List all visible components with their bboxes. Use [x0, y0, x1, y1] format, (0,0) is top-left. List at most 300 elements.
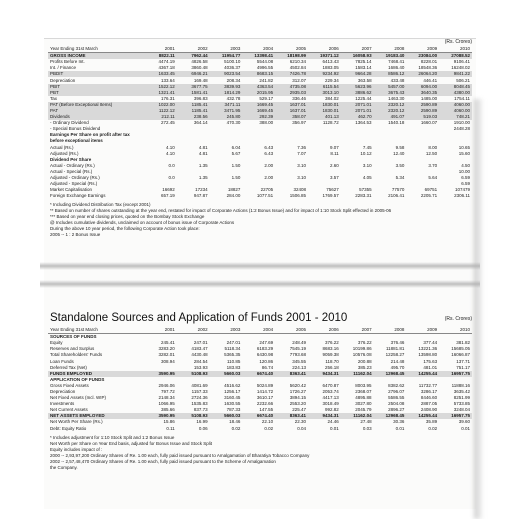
table-cell: 9434.31	[308, 413, 341, 419]
table-cell: 11888.16	[451, 382, 470, 388]
table-cell: 4081.69	[191, 382, 208, 388]
table-cell: 3.10	[297, 162, 306, 168]
table-cell: 1.35	[198, 175, 208, 181]
table-cell: 4996.55	[256, 65, 274, 71]
table-cell: 12.40	[393, 150, 405, 156]
funds-table-body	[48, 327, 472, 432]
table-cell: 292.39	[242, 114, 275, 120]
header-year: 2005	[275, 46, 308, 53]
table-cell: 3248.04	[453, 407, 470, 413]
table-cell: 6.43	[264, 150, 274, 156]
table-cell: 470.30	[226, 120, 241, 126]
table-cell: 225.47	[292, 407, 306, 413]
table-cell: 18.46	[229, 419, 241, 425]
table-cell: 183.83	[226, 364, 241, 370]
table-cell	[242, 334, 275, 341]
table-cell: 77570	[391, 187, 405, 193]
table-cell: 13398.41	[242, 53, 275, 60]
header-year: 2004	[242, 327, 275, 334]
footnote: 2002 -- 2,57,48,470 Ordinary Shares of Re. 1.00 each, fully paid issued pursuant to the Scheme of Amalgamation	[50, 459, 276, 464]
unit-label-funds: (Rs. Crores)	[444, 316, 472, 322]
table-cell: 385.66	[161, 407, 175, 413]
row-label: - Special Bonus Dividend	[50, 126, 101, 132]
fold-line	[40, 280, 480, 288]
table-cell	[341, 334, 374, 341]
table-cell: 16.99	[196, 419, 208, 425]
table-cell: 5108.93	[177, 371, 210, 377]
table-cell: 384.02	[325, 95, 339, 101]
table-cell: 3.57	[330, 175, 339, 181]
table-row	[48, 193, 472, 199]
table-cell: 837.73	[193, 407, 208, 413]
table-cell: 2.00	[264, 162, 274, 168]
table-cell: 4036.37	[224, 65, 241, 71]
row-label: SOURCES OF FUNDS	[50, 334, 97, 340]
table-cell: 657.19	[161, 193, 175, 199]
table-cell: 3886.62	[341, 90, 374, 96]
table-cell: 22.10	[261, 419, 274, 425]
table-cell: 5544.08	[256, 59, 274, 65]
table-cell: 1185.41	[177, 102, 210, 108]
table-cell: 1769.57	[322, 193, 339, 199]
table-cell: 13598.80	[418, 352, 438, 358]
table-cell: 1414.72	[256, 388, 274, 394]
header-year: 2010	[439, 327, 472, 334]
table-cell: 3894.15	[289, 395, 306, 401]
table-cell: 3286.17	[420, 388, 438, 394]
table-cell: 17234	[195, 187, 208, 193]
table-cell: 2590.89	[406, 108, 439, 114]
table-cell: 8.00	[428, 144, 438, 150]
table-cell	[406, 334, 439, 341]
table-cell: 2053.74	[322, 388, 339, 394]
row-label: PAT (Before Exceptional Items)	[48, 102, 144, 108]
table-cell: 8446.60	[420, 395, 438, 401]
table-cell: 2.00	[264, 175, 274, 181]
table-cell: 388.00	[259, 120, 274, 126]
table-cell: 200.88	[357, 358, 372, 364]
table-cell: 284.00	[226, 193, 241, 199]
table-cell: 1830.01	[308, 108, 341, 114]
table-cell: 7.45	[362, 144, 372, 150]
table-cell: 4474.19	[158, 59, 175, 65]
table-cell: 519.03	[406, 114, 439, 120]
table-row	[48, 53, 472, 60]
header-year: 2010	[439, 46, 472, 53]
table-cell: 2.60	[330, 162, 339, 168]
table-cell: 2553.20	[289, 401, 306, 407]
table-cell: 462.70	[341, 114, 374, 120]
earnings-table-body	[48, 46, 472, 199]
table-cell: 8382.62	[388, 382, 405, 388]
table-cell: 57355	[359, 187, 372, 193]
table-cell: 1157.33	[191, 388, 208, 394]
table-cell: 3.50	[395, 162, 405, 168]
row-label: Total Shareholders' Funds	[50, 352, 103, 358]
table-cell: 6.59	[461, 181, 470, 187]
table-cell: 238.56	[177, 114, 210, 120]
table-cell: 9.58	[395, 144, 405, 150]
row-label: before exceptional items	[50, 138, 103, 144]
table-row	[48, 334, 472, 341]
table-cell: 312.07	[292, 77, 306, 83]
table-cell: 214.48	[390, 358, 405, 364]
table-cell: 4516.62	[224, 382, 241, 388]
header-year: 2003	[210, 46, 243, 53]
table-cell: 4.50	[461, 162, 470, 168]
table-cell: 0.01	[330, 425, 339, 431]
table-cell: 491.07	[374, 114, 407, 120]
table-cell: 3471.11	[210, 102, 243, 108]
table-cell: 11732.77	[418, 382, 438, 388]
table-cell: 3590.95	[144, 413, 177, 419]
section-title: Standalone Sources and Application of Funds 2001 - 2010	[50, 312, 348, 324]
table-cell: 1814.29	[210, 90, 243, 96]
table-cell: 8048.45	[439, 84, 472, 90]
row-label: PBIT	[48, 84, 144, 90]
table-cell: 4.81	[198, 144, 208, 150]
table-cell: 3860.48	[191, 65, 208, 71]
table-cell: 6183.29	[256, 346, 274, 352]
table-cell: 284.54	[193, 358, 208, 364]
table-cell: 24.46	[327, 419, 339, 425]
table-header-row	[48, 46, 472, 53]
row-label: Dividends	[48, 114, 144, 120]
table-cell: 3013.10	[308, 90, 341, 96]
table-cell: 14255.44	[406, 413, 439, 419]
table-cell: 3282.01	[158, 352, 175, 358]
table-cell: 5108.93	[177, 413, 210, 419]
table-cell: 147.55	[259, 407, 274, 413]
table-cell: 356.97	[292, 120, 306, 126]
table-cell: 5660.03	[210, 371, 243, 377]
table-cell: 4417.13	[322, 395, 339, 401]
table-cell: 18827	[227, 187, 241, 193]
table-cell: 5.67	[231, 150, 241, 156]
table-cell: 169.48	[193, 77, 208, 83]
table-cell: 22705	[260, 187, 274, 193]
table-cell: 4060.00	[439, 108, 472, 114]
table-cell: 120.86	[259, 358, 274, 364]
table-cell: 1686.40	[388, 65, 405, 71]
table-cell: 15.60	[458, 150, 470, 156]
unit-label-top: (Rs. Crores)	[444, 39, 472, 45]
table-cell: 446.41	[423, 77, 438, 83]
table-cell: 1660.07	[420, 120, 438, 126]
table-cell: 4826.58	[191, 59, 208, 65]
table-cell: 376.22	[357, 340, 372, 346]
table-cell: 3675.43	[374, 90, 407, 96]
footnote: Equity includes impact of :	[50, 447, 103, 452]
table-cell: 3640.35	[406, 90, 439, 96]
table-cell: 2320.12	[374, 102, 407, 108]
table-cell: 11881.81	[385, 346, 405, 352]
table-cell: 5365.35	[224, 352, 241, 358]
table-cell: 1535.83	[191, 401, 208, 407]
row-label: Actual - Special (Rs.)	[50, 168, 93, 174]
table-cell: 8363.41	[275, 413, 308, 419]
header-year: 2009	[406, 46, 439, 53]
row-label: Earnings Per Share on profit after tax	[50, 132, 130, 138]
row-label: Debt: Equity Ratio	[50, 425, 87, 431]
table-cell: 529.17	[259, 95, 274, 101]
table-cell: 16058.93	[341, 53, 374, 60]
table-cell: 10.12	[360, 150, 372, 156]
header-year: 2007	[341, 46, 374, 53]
table-cell: 0.03	[362, 425, 372, 431]
table-cell: 2071.01	[341, 108, 374, 114]
table-cell: 12968.45	[374, 371, 407, 377]
table-cell: 0.02	[231, 425, 241, 431]
funds-notes	[50, 435, 470, 471]
row-label: Net Current Assets	[50, 407, 88, 413]
table-cell: 6413.43	[322, 59, 339, 65]
table-cell: 2408.90	[420, 407, 438, 413]
table-cell: 3839.93	[210, 84, 243, 90]
table-cell: 4.05	[362, 175, 372, 181]
table-cell: 2946.06	[158, 382, 175, 388]
table-cell: 748.21	[439, 114, 472, 120]
table-cell: 9841.22	[439, 71, 472, 77]
table-cell: 12258.27	[385, 352, 405, 358]
table-row	[48, 426, 472, 432]
table-cell: 308.94	[161, 358, 175, 364]
header-year: 2002	[177, 327, 210, 334]
table-cell: 6674.40	[242, 371, 275, 377]
table-cell: 377.44	[423, 340, 438, 346]
table-cell: 2283.31	[355, 193, 372, 199]
footnote: * Includes adjustment for 1:10 Stock Split and 1:2 Bonus Issue	[50, 435, 175, 440]
row-label: PAT	[48, 108, 144, 114]
table-cell: 6094.00	[406, 84, 439, 90]
table-cell: 32408	[293, 187, 306, 193]
table-cell: 358.07	[275, 114, 308, 120]
table-cell: 381.82	[456, 340, 470, 346]
table-cell: 2724.36	[191, 395, 208, 401]
table-cell: 16957.75	[439, 371, 472, 377]
table-cell: 7.07	[297, 150, 306, 156]
table-cell: 1022.00	[144, 102, 177, 108]
table-cell: 5024.89	[256, 382, 274, 388]
table-cell: 3471.95	[210, 108, 243, 114]
table-cell: 1630.55	[224, 401, 241, 407]
table-cell: 35.89	[425, 419, 438, 425]
table-cell: 39.60	[458, 419, 470, 425]
row-label: Adjusted - Ordinary (Rs.)	[50, 175, 100, 181]
table-cell: 5586.55	[388, 395, 405, 401]
row-label: Int. / Finance	[50, 65, 77, 71]
table-cell: 1754.11	[454, 95, 470, 101]
table-cell: 2935.03	[275, 90, 308, 96]
table-cell: 1256.17	[224, 388, 241, 394]
table-cell: 8683.15	[242, 71, 275, 77]
header-year: 2008	[374, 327, 407, 334]
table-cell: 1321.41	[144, 90, 177, 96]
table-cell: 4502.84	[289, 65, 306, 71]
table-cell: 6946.21	[177, 71, 210, 77]
table-cell: 1669.45	[242, 102, 275, 108]
row-label: Foreign Exchange Earnings	[50, 193, 106, 199]
table-cell: 2045.79	[355, 407, 372, 413]
row-label: PBT	[48, 90, 144, 96]
table-cell: 9106.41	[453, 59, 470, 65]
table-cell: 5457.00	[374, 84, 407, 90]
table-cell: 2205.71	[420, 193, 438, 199]
table-cell: 1066.95	[158, 401, 175, 407]
header-year: 2001	[144, 327, 177, 334]
table-cell: 3635.42	[453, 388, 470, 394]
table-cell: 208.34	[226, 77, 241, 83]
footnote: ** Based on number of shares outstanding at the year end, restated for impact of Corporate Actions (1:2 Bonus Issue) and for impact of 1:10 Stock Split effected in 2005-06	[50, 208, 392, 213]
table-cell: 16957.75	[439, 413, 472, 419]
table-cell: 16066.87	[451, 352, 470, 358]
table-cell: 69751	[424, 187, 438, 193]
table-cell: 2071.01	[341, 102, 374, 108]
table-cell: 3.70	[428, 162, 438, 168]
table-cell: 247.69	[259, 340, 274, 346]
table-cell: 9059.38	[322, 352, 339, 358]
footnote: 2000 -- 2,93,97,200 Ordinary Shares of Re. 1.00 each, fully paid issued pursuant to Amalgamation of Bharatiya Tobacco Company	[50, 453, 310, 458]
table-cell: 10.65	[458, 144, 470, 150]
table-cell: 6.59	[461, 175, 470, 181]
table-cell: 2368.07	[355, 388, 372, 394]
table-cell: 0.04	[297, 425, 306, 431]
table-cell: 18198.99	[275, 53, 308, 60]
table-cell: 19183.40	[374, 53, 407, 60]
table-cell: 7962.44	[177, 53, 210, 60]
table-cell: 30.36	[393, 419, 405, 425]
table-cell: 1185.41	[177, 108, 210, 114]
row-label: FUNDS EMPLOYED	[48, 371, 144, 377]
scanned-page	[44, 38, 476, 509]
table-cell: 2148.34	[158, 395, 175, 401]
table-cell: 241.82	[259, 77, 274, 83]
footnote: *** Based on year end closing prices, quoted on the Bombay Stock Exchange	[50, 214, 205, 219]
table-cell: 0.0	[168, 162, 175, 168]
table-cell: 6.04	[231, 144, 241, 150]
row-label: Net Fixed Assets (Incl. WIP)	[50, 395, 107, 401]
table-cell: 176.31	[161, 95, 175, 101]
row-label: Market Capitalisation	[50, 187, 93, 193]
table-cell: 1128.72	[322, 120, 339, 126]
table-cell: 272.45	[161, 120, 175, 126]
table-cell: 4380.00	[439, 90, 472, 96]
table-cell: 15685.05	[451, 346, 470, 352]
table-cell: 1540.18	[388, 120, 405, 126]
row-label: APPLICATION OF FUNDS	[50, 376, 105, 382]
earnings-table	[48, 46, 472, 199]
table-cell: 133.64	[161, 77, 175, 83]
table-cell: 4430.48	[191, 352, 208, 358]
table-cell: 9664.28	[341, 71, 374, 77]
table-cell: 245.41	[161, 340, 175, 346]
table-cell: 2106.41	[388, 193, 405, 199]
footnote: 2005 -- 1 : 2 Bonus Issue	[50, 232, 101, 237]
footnote: the Company.	[50, 465, 78, 470]
table-cell: 1077.51	[256, 193, 274, 199]
table-cell: 0.11	[166, 425, 175, 431]
table-cell	[210, 334, 243, 341]
table-cell: 2887.05	[420, 401, 438, 407]
table-cell: 16248.02	[451, 65, 470, 71]
table-cell: 481.01	[423, 364, 438, 370]
table-cell: 22.30	[294, 419, 306, 425]
row-label: - Ordinary Dividend	[50, 120, 89, 126]
table-cell	[374, 334, 407, 341]
row-label: Dividend Per Share	[50, 156, 92, 162]
table-cell: 3677.75	[177, 84, 210, 90]
table-cell: 1506.85	[289, 193, 306, 199]
row-label: Depreciation	[50, 77, 76, 83]
fold-line	[40, 262, 480, 270]
table-cell: 992.82	[325, 407, 339, 413]
table-cell: 8683.16	[322, 346, 339, 352]
table-cell: 1122.12	[144, 108, 177, 114]
table-cell: 5.64	[428, 175, 438, 181]
row-label: Depreciation	[50, 388, 76, 394]
table-cell: 6674.40	[242, 413, 275, 419]
header-label: Year Ending 31st March	[48, 327, 144, 334]
table-cell: 6.43	[264, 144, 274, 150]
table-cell: 118.70	[325, 358, 339, 364]
table-cell: 3610.17	[256, 395, 274, 401]
table-cell: 2590.89	[406, 102, 439, 108]
table-cell: 11162.04	[341, 413, 374, 419]
row-label: Actual (Rs.)	[50, 144, 74, 150]
row-label: Tax	[50, 95, 58, 101]
table-cell: 8822.11	[144, 53, 177, 60]
footnote: * Including Dividend Distribution Tax (except 2001)	[50, 202, 151, 207]
table-cell: 3160.45	[224, 395, 241, 401]
table-cell: 336.46	[292, 95, 306, 101]
table-cell: 3.10	[297, 175, 306, 181]
table-cell: 1225.44	[355, 95, 372, 101]
table-cell: 2896.27	[388, 407, 405, 413]
table-cell: 0.01	[461, 425, 470, 431]
table-cell: 2504.08	[388, 401, 405, 407]
header-year: 2005	[275, 327, 308, 334]
row-label: Actual - Ordinary (Rs.)	[50, 162, 95, 168]
table-header-row	[48, 327, 472, 334]
header-year: 2009	[406, 327, 439, 334]
table-cell: 7825.14	[355, 59, 372, 65]
table-cell: 0.02	[428, 425, 438, 431]
table-cell: 5623.96	[341, 84, 374, 90]
table-cell: 7793.68	[289, 352, 306, 358]
table-cell: 3.10	[362, 162, 372, 168]
table-cell: 247.01	[193, 340, 208, 346]
table-cell: 2306.11	[454, 193, 470, 199]
table-cell: 107479	[454, 187, 470, 193]
table-cell: 3283.20	[158, 346, 175, 352]
table-cell: 10199.86	[352, 346, 372, 352]
table-cell: 229.34	[325, 77, 339, 83]
table-cell: 9434.31	[308, 371, 341, 377]
funds-table	[48, 327, 472, 432]
table-cell: 506.21	[456, 77, 470, 83]
table-cell: 14255.44	[406, 371, 439, 377]
table-cell: 1463.30	[388, 95, 405, 101]
table-cell	[177, 334, 210, 341]
header-year: 2001	[144, 46, 177, 53]
table-cell: 376.22	[325, 340, 339, 346]
table-cell: 751.17	[456, 364, 470, 370]
table-cell: 75627	[326, 187, 339, 193]
table-cell: 1830.01	[308, 102, 341, 108]
row-label: Equity	[50, 340, 63, 346]
row-label: Adjusted (Rs.)	[50, 150, 79, 156]
table-cell: 153.93	[193, 364, 208, 370]
